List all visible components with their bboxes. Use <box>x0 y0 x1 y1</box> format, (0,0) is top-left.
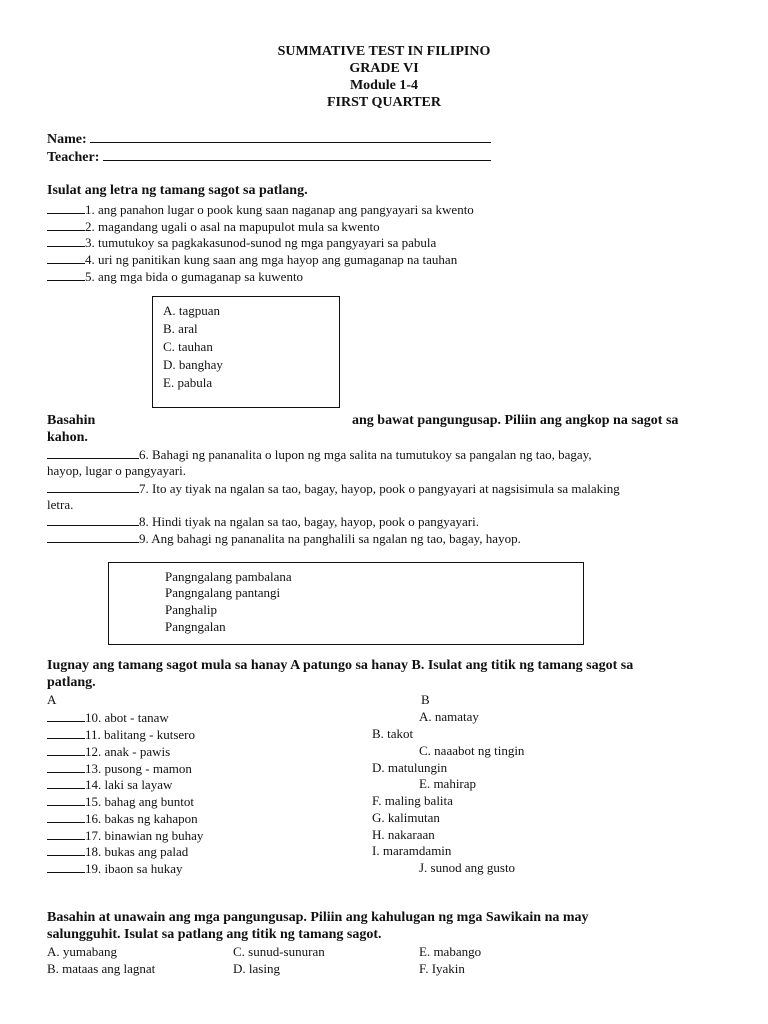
part4-instruction-cont: salungguhit. Isulat sa patlang ang titik ng tamang sagot. <box>47 927 382 942</box>
matching-item: 12. anak - pawis <box>47 743 170 760</box>
choice-item: B. aral <box>163 321 198 336</box>
choice-item: Pangngalan <box>165 619 226 634</box>
matching-item: 13. pusong - mamon <box>47 760 192 777</box>
answer-blank[interactable] <box>47 810 85 823</box>
name-row <box>47 130 491 148</box>
choice-item: Pangngalang pambalana <box>165 569 292 584</box>
column-a-header: A <box>47 692 57 707</box>
matching-answer: A. namatay <box>419 709 479 724</box>
question-item: 1. ang panahon lugar o pook kung saan naganap ang pangyayari sa kwento <box>47 201 474 218</box>
question-item: 8. Hindi tiyak na ngalan sa tao, bagay, hayop, pook o pangyayari. <box>47 513 479 530</box>
answer-blank[interactable] <box>47 743 85 756</box>
answer-blank[interactable] <box>47 513 139 526</box>
question-item: 6. Bahagi ng pananalita o lupon ng mga salita na tumutukoy sa pangalan ng tao, bagay, <box>47 446 592 463</box>
name-label: Name: <box>47 132 87 147</box>
answer-blank[interactable] <box>47 760 85 773</box>
choice-item: Panghalip <box>165 602 217 617</box>
matching-answer: C. naaabot ng tingin <box>419 743 525 758</box>
answer-blank[interactable] <box>47 860 85 873</box>
matching-answer: H. nakaraan <box>372 827 435 842</box>
matching-item: 16. bakas ng kahapon <box>47 810 198 827</box>
matching-answer: E. mahirap <box>419 776 477 791</box>
answer-blank[interactable] <box>47 776 85 789</box>
part2-instruction-start: Basahin <box>47 413 96 428</box>
question-item-cont: letra. <box>47 497 74 512</box>
matching-answer: J. sunod ang gusto <box>419 860 516 875</box>
matching-item: 11. balitang - kutsero <box>47 726 195 743</box>
sawikain-choice: F. Iyakin <box>419 961 465 976</box>
answer-blank[interactable] <box>47 793 85 806</box>
part2-instruction-cont: kahon. <box>47 430 88 445</box>
matching-answer: D. matulungin <box>372 760 448 775</box>
matching-answer: I. maramdamin <box>372 843 452 858</box>
sawikain-choice: E. mabango <box>419 944 482 959</box>
sawikain-choice: D. lasing <box>233 961 280 976</box>
answer-blank[interactable] <box>47 480 139 493</box>
answer-blank[interactable] <box>47 843 85 856</box>
sawikain-choice: B. mataas ang lagnat <box>47 961 156 976</box>
matching-answer: G. kalimutan <box>372 810 440 825</box>
test-title: SUMMATIVE TEST IN FILIPINO <box>277 44 491 59</box>
choice-item: C. tauhan <box>163 339 213 354</box>
question-item-cont: hayop, lugar o pangyayari. <box>47 463 186 478</box>
matching-item: 10. abot - tanaw <box>47 709 169 726</box>
module-label: Module 1-4 <box>349 78 419 93</box>
answer-blank[interactable] <box>47 709 85 722</box>
answer-blank[interactable] <box>47 827 85 840</box>
matching-answer: B. takot <box>372 726 414 741</box>
answer-blank[interactable] <box>47 268 85 281</box>
question-item: 9. Ang bahagi ng pananalita na panghalili sa ngalan ng tao, bagay, hayop. <box>47 530 521 547</box>
quarter-label: FIRST QUARTER <box>327 95 441 110</box>
question-item: 5. ang mga bida o gumaganap sa kuwento <box>47 268 303 285</box>
matching-item: 15. bahag ang buntot <box>47 793 194 810</box>
part3-instruction: Iugnay ang tamang sagot mula sa hanay A patungo sa hanay B. Isulat ang titik ng tamang sagot sa <box>47 658 634 673</box>
column-b-header: B <box>421 692 430 707</box>
teacher-blank[interactable] <box>103 148 491 161</box>
answer-blank[interactable] <box>47 234 85 247</box>
matching-item: 19. ibaon sa hukay <box>47 860 182 877</box>
matching-item: 14. laki sa layaw <box>47 776 172 793</box>
question-item: 3. tumutukoy sa pagkakasunod-sunod ng mga pangyayari sa pabula <box>47 234 436 251</box>
choice-item: A. tagpuan <box>163 303 221 318</box>
question-item: 4. uri ng panitikan kung saan ang mga hayop ang gumaganap na tauhan <box>47 251 457 268</box>
name-blank[interactable] <box>90 130 491 143</box>
answer-blank[interactable] <box>47 726 85 739</box>
choice-item: E. pabula <box>163 375 213 390</box>
part3-instruction-cont: patlang. <box>47 675 96 690</box>
answer-blank[interactable] <box>47 251 85 264</box>
part2-instruction-end: ang bawat pangungusap. Piliin ang angkop na sagot sa <box>352 413 679 428</box>
answer-blank[interactable] <box>47 201 85 214</box>
grade-level: GRADE VI <box>349 61 419 76</box>
part1-instruction: Isulat ang letra ng tamang sagot sa patlang. <box>47 183 308 198</box>
answer-blank[interactable] <box>47 446 139 459</box>
part4-instruction: Basahin at unawain ang mga pangungusap. Piliin ang kahulugan ng mga Sawikain na may <box>47 910 589 925</box>
sawikain-choice: C. sunud-sunuran <box>233 944 325 959</box>
matching-item: 17. binawian ng buhay <box>47 827 203 844</box>
teacher-label: Teacher: <box>47 150 100 165</box>
teacher-row <box>47 148 491 166</box>
question-item: 2. magandang ugali o asal na mapupulot mula sa kwento <box>47 218 380 235</box>
question-item: 7. Ito ay tiyak na ngalan sa tao, bagay, hayop, pook o pangyayari at nagsisimula sa malaking <box>47 480 620 497</box>
matching-answer: F. maling balita <box>372 793 453 808</box>
matching-item: 18. bukas ang palad <box>47 843 188 860</box>
answer-blank[interactable] <box>47 218 85 231</box>
choice-item: D. banghay <box>163 357 223 372</box>
choice-item: Pangngalang pantangi <box>165 585 281 600</box>
answer-blank[interactable] <box>47 530 139 543</box>
sawikain-choice: A. yumabang <box>47 944 118 959</box>
